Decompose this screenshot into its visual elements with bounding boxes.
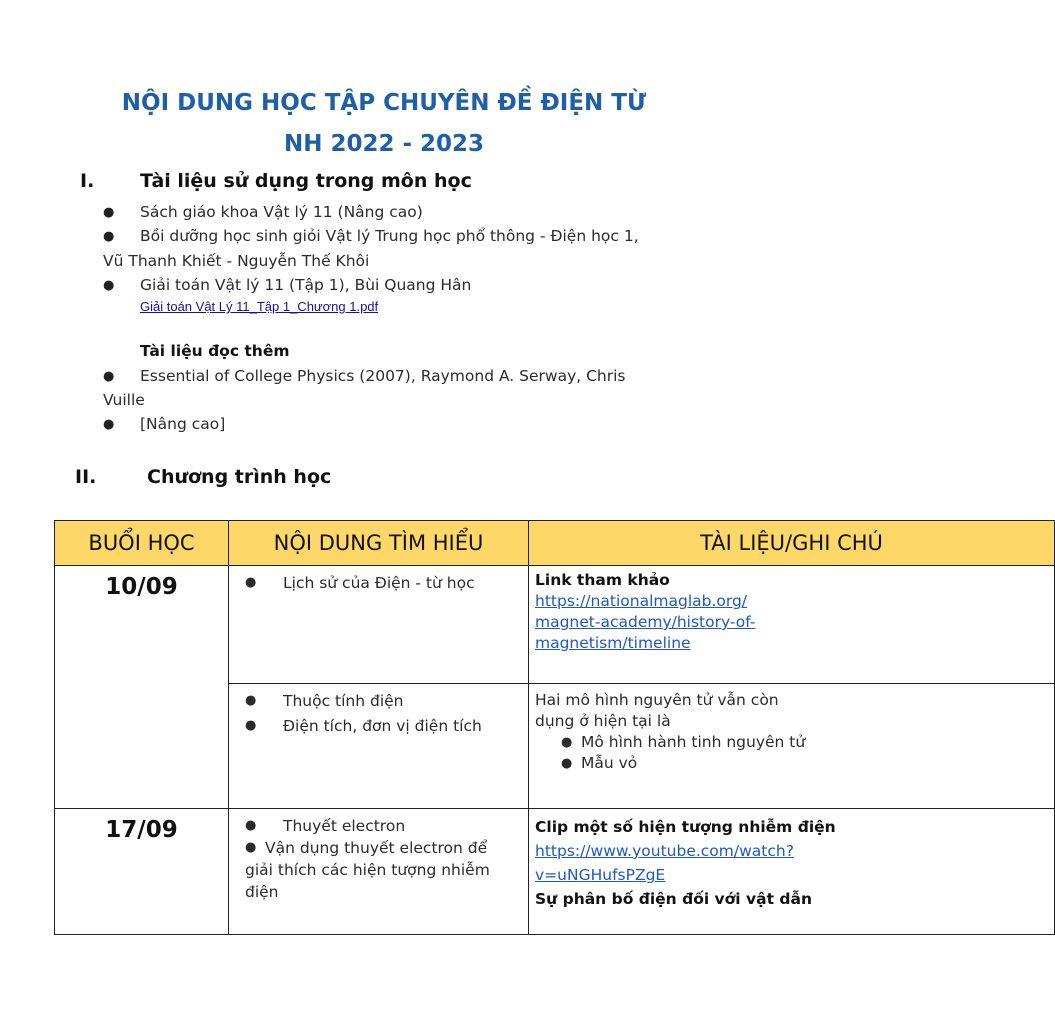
list-item: ● Thuộc tính điện — [245, 692, 404, 710]
notes-cell — [529, 566, 1055, 684]
header-notes: TÀI LIỆU/GHI CHÚ — [529, 521, 1055, 566]
reference-item: Giải toán Vật lý 11 (Tập 1), Bùi Quang Hân — [140, 276, 472, 294]
bullet-icon: ● — [245, 840, 257, 855]
list-item: ● Điện tích, đơn vị điện tích — [245, 717, 482, 735]
youtube-link[interactable]: v=uNGHufsPZgE — [535, 866, 666, 884]
section-2-heading: Chương trình học — [147, 466, 332, 488]
bullet-icon: ● — [103, 229, 115, 244]
further-reading-item: [Nâng cao] — [140, 415, 226, 433]
header-session: BUỔI HỌC — [55, 521, 229, 566]
bullet-icon: ● — [561, 735, 573, 750]
page-subtitle: NH 2022 - 2023 — [283, 131, 485, 157]
content-cell — [229, 809, 529, 935]
list-item-continued: điện — [245, 883, 279, 901]
bullet-icon: ● — [103, 205, 115, 220]
pdf-file-link[interactable]: Giải toán Vật Lý 11_Tập 1_Chương 1.pdf — [140, 299, 379, 314]
reference-item: Sách giáo khoa Vật lý 11 (Nâng cao) — [140, 203, 423, 221]
session-date: 17/09 — [55, 809, 229, 935]
section-1-heading: Tài liệu sử dụng trong môn học — [140, 170, 472, 192]
further-reading-item-continued: Vuille — [103, 391, 145, 409]
content-cell — [229, 566, 529, 684]
note-text: dụng ở hiện tại là — [535, 712, 671, 730]
clip-label: Clip một số hiện tượng nhiễm điện — [535, 818, 836, 836]
further-reading-item: Essential of College Physics (2007), Raymond A. Serway, Chris — [140, 367, 626, 385]
note-label: Sự phân bố điện đối với vật dẫn — [535, 890, 812, 908]
bullet-icon: ● — [245, 693, 257, 708]
list-item: ● Vận dụng thuyết electron để — [245, 839, 488, 857]
reference-link[interactable]: magnet-academy/history-of- — [535, 613, 756, 631]
schedule-table — [54, 520, 1055, 935]
table-row — [55, 566, 1055, 684]
note-text: Hai mô hình nguyên tử vẫn còn — [535, 691, 779, 709]
notes-cell — [529, 684, 1055, 809]
page-title: NỘI DUNG HỌC TẬP CHUYÊN ĐỀ ĐIỆN TỪ — [121, 90, 647, 116]
session-date: 10/09 — [55, 566, 229, 809]
section-1-numeral: I. — [80, 170, 95, 192]
youtube-link[interactable]: https://www.youtube.com/watch? — [535, 842, 794, 860]
bullet-icon: ● — [561, 756, 573, 771]
bullet-icon: ● — [245, 818, 257, 833]
reference-item-continued: Vũ Thanh Khiết - Nguyễn Thế Khôi — [103, 252, 370, 270]
table-header-row — [55, 521, 1055, 566]
bullet-icon: ● — [103, 417, 115, 432]
content-cell — [229, 684, 529, 809]
header-content: NỘI DUNG TÌM HIỂU — [229, 521, 529, 566]
section-2-numeral: II. — [75, 466, 97, 488]
reference-item: Bồi dưỡng học sinh giỏi Vật lý Trung học phổ thông - Điện học 1, — [140, 227, 639, 245]
schedule-table-container — [54, 520, 883, 936]
list-item: ● Thuyết electron — [245, 817, 406, 835]
list-item: ● Mô hình hành tinh nguyên tử — [561, 733, 806, 751]
list-item: ● Lịch sử của Điện - từ học — [245, 574, 475, 592]
bullet-icon: ● — [103, 369, 115, 384]
list-item: ● Mẫu vỏ — [561, 754, 638, 772]
reference-link[interactable]: https://nationalmaglab.org/ — [535, 592, 748, 610]
notes-cell — [529, 809, 1055, 935]
list-item-continued: giải thích các hiện tượng nhiễm — [245, 861, 490, 879]
further-reading-heading: Tài liệu đọc thêm — [140, 342, 290, 360]
table-row — [55, 809, 1055, 935]
bullet-icon: ● — [245, 718, 257, 733]
bullet-icon: ● — [245, 575, 257, 590]
reference-link[interactable]: magnetism/timeline — [535, 634, 691, 652]
bullet-icon: ● — [103, 278, 115, 293]
reference-label: Link tham khảo — [535, 571, 670, 589]
